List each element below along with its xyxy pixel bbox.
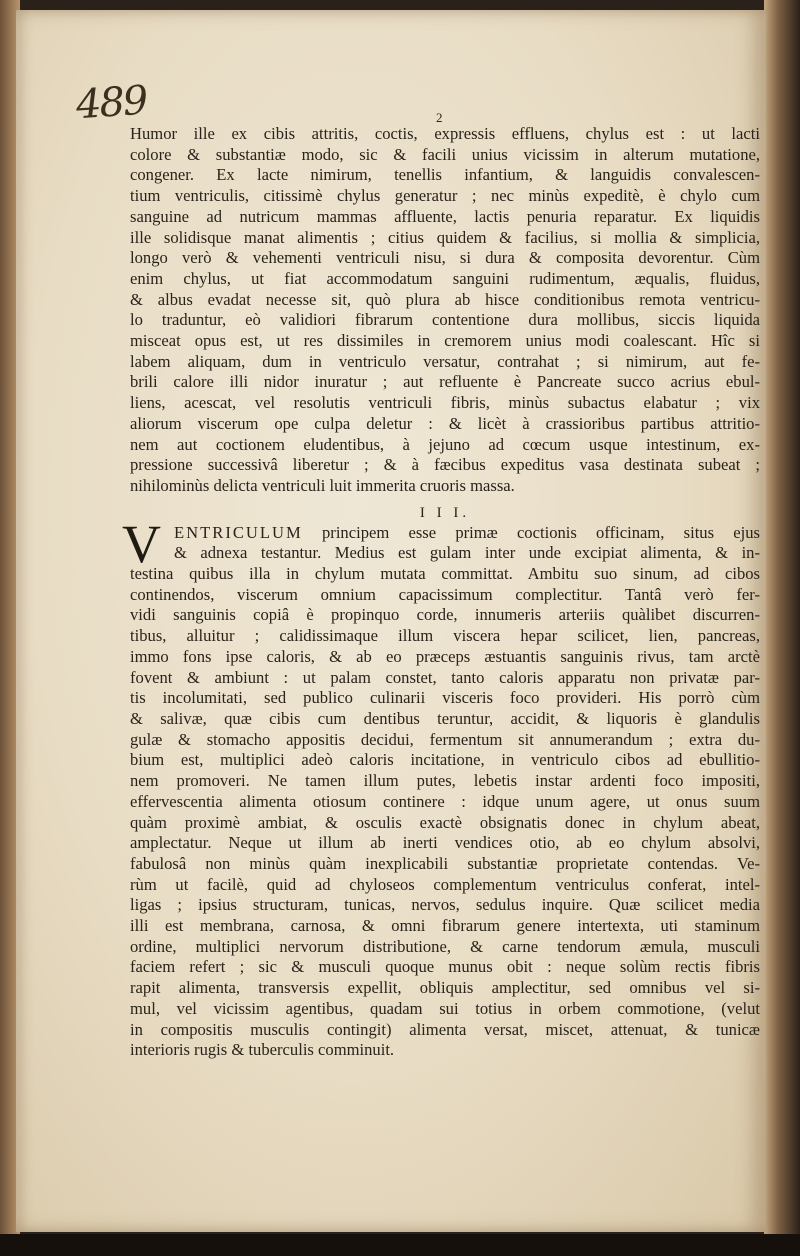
text-line: pressione successivâ liberetur ; & à fæcibus expeditus vasa destinata subeat ;: [130, 455, 760, 475]
text-line: rapit alimenta, transversis expellit, obliquis amplectitur, sed omnibus vel si-: [130, 978, 760, 998]
text-line: colore & substantiæ modo, sic & facili unius vicissim in alterum mutatione,: [130, 144, 760, 164]
text-line: & adnexa testantur. Medius est gulam inter unde excipiat alimenta, & in-: [174, 543, 760, 563]
text-line: mul, vel vicissim agentibus, quadam sui totius in orbem commotione, (velut: [130, 998, 760, 1018]
text-line: congener. Ex lacte nimirum, tenellis infantium, & languidis convalescen-: [130, 165, 760, 185]
section-heading: I I I.: [419, 504, 471, 521]
text-line: testina quibus illa in chylum mutata committat. Ambitu suo sinum, ad cibos: [130, 564, 760, 584]
text-line: nihilominùs delicta ventriculi luit immerita cruoris massa.: [130, 475, 515, 495]
text-line: immo fons ipse caloris, & ab eo præceps æstuantis sanguinis rivus, tam arctè: [130, 646, 760, 666]
paragraph-humor: [130, 124, 760, 497]
text-line: fovent & ambiunt : ut palam constet, tanto caloris apparatu non privatæ par-: [130, 667, 760, 687]
text-line: brili calore illi nidor inuratur ; aut refluente è Pancreate succo acrius ebul-: [130, 372, 760, 392]
text-line: ordine, multiplici nervorum distributione, & carne tendorum æmula, musculi: [130, 936, 760, 956]
text-line: misceat opus est, ut res dissimiles in cremorem unius modi coalescant. Hîc si: [130, 331, 760, 351]
text-line: nem promoveri. Ne tamen illum putes, lebetis instar ardenti foco impositi,: [130, 771, 760, 791]
signature-mark: 2: [436, 110, 443, 125]
text-line: & salivæ, quæ cibis cum dentibus teruntur, accidit, & liquoris è glandulis: [130, 708, 760, 728]
text-line: faciem refert ; sic & musculi quoque munus obit : neque solùm rectis fibris: [130, 957, 760, 977]
text-line: sanguine ad nutricum mammas affluente, lactis penuria reparatur. Ex liquidis: [130, 206, 760, 226]
text-line: effervescentia alimenta otiosum continere : idque unum agere, ut onus suum: [130, 791, 760, 811]
text-line: ligas ; ipsius structuram, tunicas, nervos, sedulus inquire. Quæ scilicet media: [130, 895, 760, 915]
text-line: gulæ & stomacho appositis decidui, fermentum sit annumerandum ; extra du-: [130, 729, 760, 749]
text-line-rest: principem esse primæ coctionis officinam, situs ejus: [302, 522, 760, 542]
text-line: fabulosâ non minùs quàm inexplicabili substantiæ proprietate contendas. Ve-: [130, 853, 760, 873]
text-line: interioris rugis & tuberculis comminuit.: [130, 1040, 395, 1060]
text-line: liens, acescat, vel resolutis ventriculi fibris, minùs subactus elabatur ; vix: [130, 393, 760, 413]
text-line: tibus, alluitur ; calidissimaque illum viscera hepar scilicet, lien, pancreas,: [130, 626, 760, 646]
text-line: longo verò & vehementi ventriculi nisu, si dura & composita devorentur. Cùm: [130, 248, 760, 268]
text-line: vidi sanguinis copiâ è propinquo corde, innumeris arteriis quàlibet discurren-: [130, 605, 760, 625]
text-line: bium est, multiplici adeò caloris incitatione, in ventriculo cibos ad ebullitio-: [130, 750, 760, 770]
text-line: lo traduntur, eò validiori fibrarum contentione dura mollibus, siccis liquida: [130, 310, 760, 330]
text-block: [122, 124, 760, 1061]
text-line: enim chylus, ut fiat accommodatum sanguini rudimentum, æqualis, fluidus,: [130, 268, 760, 288]
page-edge-right: [764, 0, 800, 1256]
text-line: illi est membrana, carnosa, & omni fibrarum genere intertexta, uti staminum: [130, 916, 760, 936]
text-line: labem aliquam, dum in ventriculo versatur, contrahat ; si nimirum, aut fe-: [130, 351, 760, 371]
text-line: amplectatur. Neque ut illum ab inerti vendices otio, ab eo chylum absolvi,: [130, 833, 760, 853]
opening-word: ENTRICULUM: [174, 522, 303, 542]
text-line: Humor ille ex cibis attritis, coctis, expressis effluens, chylus est : ut lacti: [130, 124, 760, 143]
text-line: continendos, viscerum omnium capacissimum complectitur. Tantâ verò fer-: [130, 584, 760, 604]
page-number: 489: [74, 77, 148, 129]
text-line: aliorum viscerum ope culpa deletur : & licèt à crassioribus partibus attritio-: [130, 413, 760, 433]
text-line: in compositis musculis contingit) alimenta versat, miscet, attenuat, & tunicæ: [130, 1019, 760, 1039]
text-line: & albus evadat necesse sit, quò plura ab hisce conditionibus remota ventricu-: [130, 289, 760, 309]
text-line: quàm proximè ambiat, & osculis exactè obsignatis donec in chylum abeat,: [130, 812, 760, 832]
page-edge-bottom: [0, 1234, 800, 1256]
text-line: ille solidisque manat alimentis ; citius quidem & facilius, si mollia & simplicia,: [130, 227, 760, 247]
drop-cap-letter: V: [122, 513, 161, 574]
text-line: tium ventriculis, citissimè chylus generatur ; nec minùs expeditè, è chylo cum: [130, 186, 760, 206]
text-line: [130, 523, 760, 544]
text-line: tis incolumitati, sed publico culinarii visceris foco provideri. His porrò cùm: [130, 688, 760, 708]
paragraph-ventriculum: [122, 513, 760, 1061]
text-line: rùm ut facilè, quid ad chyloseos complementum ventriculus conferat, intel-: [130, 874, 760, 894]
text-line: nem aut coctionem eludentibus, à jejuno ad cœcum usque intestinum, ex-: [130, 434, 760, 454]
